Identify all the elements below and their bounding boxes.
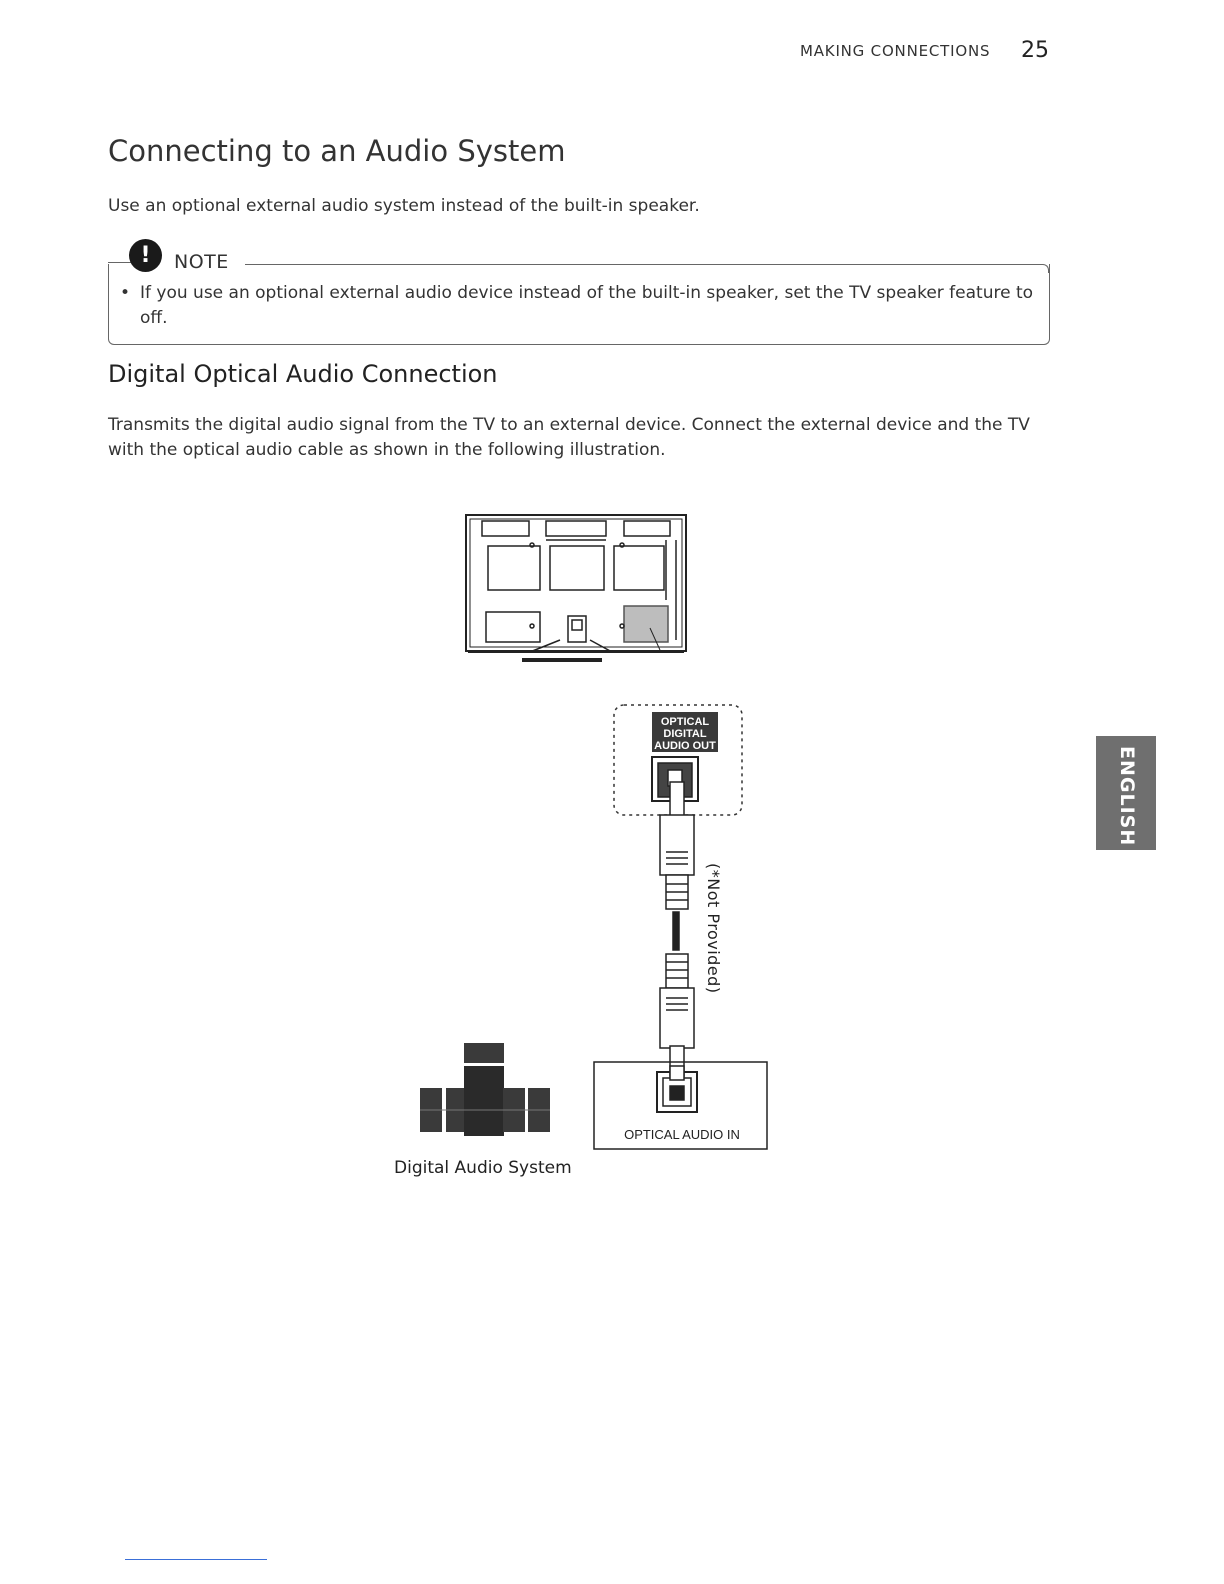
cable-note-wrap [704, 863, 724, 994]
port-label-line-1: OPTICAL [660, 716, 710, 728]
language-tab-label: ENGLISH [1116, 746, 1138, 847]
footnote-rule [125, 1559, 267, 1560]
device-port-label: OPTICAL AUDIO IN [624, 1127, 740, 1142]
port-label-line-2: DIGITAL [663, 728, 707, 740]
intro-paragraph: Use an optional external audio system instead of the built-in speaker. [108, 196, 700, 216]
audio-system-caption: Digital Audio System [394, 1158, 572, 1178]
exclamation-icon: ! [129, 239, 162, 272]
bullet-icon: • [120, 283, 131, 303]
subsection-body: Transmits the digital audio signal from the TV to an external device. Connect the external device and the TV with the optical audio cable as shown in the following illustration. [108, 415, 1030, 460]
note-label: NOTE [174, 251, 235, 273]
cable-not-provided-label: (*Not Provided) [704, 863, 723, 994]
subsection-title: Digital Optical Audio Connection [108, 360, 498, 388]
device-optical-port [657, 1066, 697, 1112]
header-section-name: MAKING CONNECTIONS [800, 42, 991, 60]
language-tab [1096, 736, 1156, 850]
speaker-system-icon [420, 1043, 550, 1136]
note-text: If you use an optional external audio device instead of the built-in speaker, set the TV speaker feature to off. [140, 283, 1034, 328]
tv-rear-illustration [466, 515, 686, 660]
page-title: Connecting to an Audio System [108, 134, 566, 168]
port-label-line-3: AUDIO OUT [654, 740, 716, 752]
page-number: 25 [1021, 38, 1049, 63]
optical-cable [660, 782, 694, 1076]
